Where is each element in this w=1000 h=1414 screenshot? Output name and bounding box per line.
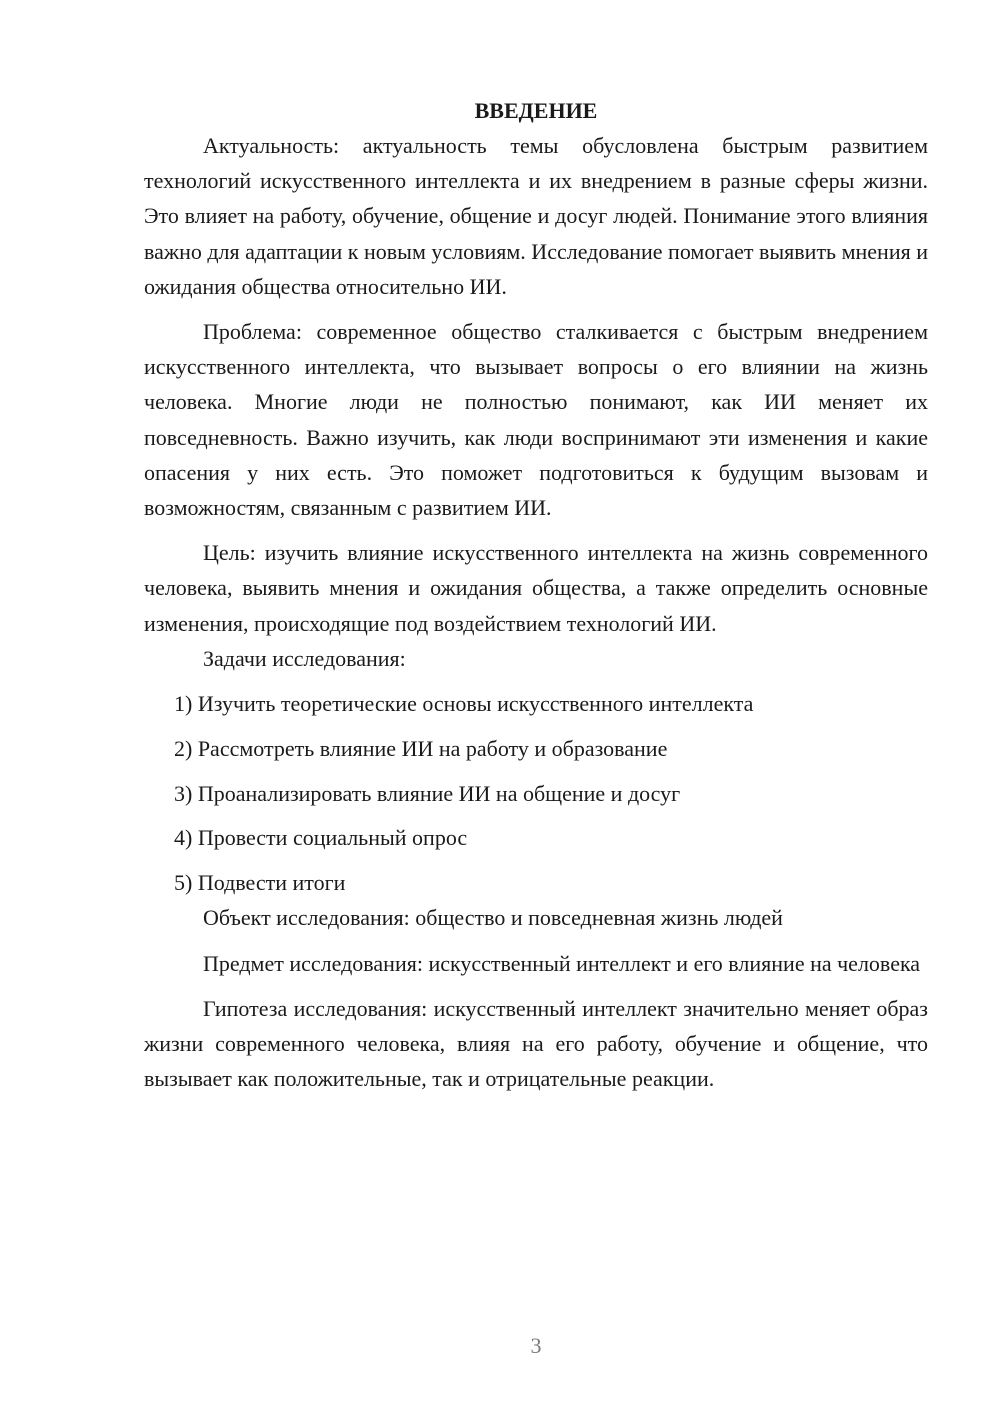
subject-paragraph: Предмет исследования: искусственный интеллект и его влияние на человека — [203, 950, 921, 976]
list-item: 3) Проанализировать влияние ИИ на общение и досуг — [174, 780, 681, 806]
page-title: ВВЕДЕНИЕ — [474, 98, 598, 123]
tasks-heading: Задачи исследования: — [203, 645, 406, 671]
list-item: 4) Провести социальный опрос — [174, 825, 468, 851]
list-item: 5) Подвести итоги — [174, 870, 346, 896]
page-number: 3 — [530, 1333, 542, 1358]
object-paragraph: Объект исследования: общество и повседневная жизнь людей — [203, 905, 783, 931]
relevance-paragraph: Актуальность: актуальность темы обусловлена быстрым развитием технологий искусственного интеллекта и их внедрением в разные сферы жизни. Это влияет на работу, обучение, общение и досуг людей. Понимание этого влияния важно для адаптации к новым условиям. Исследование помогает выявить мнения и ожидания общества относительно ИИ. — [144, 133, 928, 299]
goal-paragraph: Цель: изучить влияние искусственного интеллекта на жизнь современного человека, выявить мнения и ожидания общества, а также определить основные изменения, происходящие под воздействием технологий ИИ. — [144, 540, 928, 636]
list-item: 1) Изучить теоретические основы искусственного интеллекта — [174, 691, 754, 717]
problem-paragraph: Проблема: современное общество сталкивается с быстрым внедрением искусственного интеллекта, что вызывает вопросы о его влиянии на жизнь человека. Многие люди не полностью понимают, как ИИ меняет их повседневность. Важно изучить, как люди воспринимают эти изменения и какие опасения у них есть. Это поможет подготовиться к будущим вызовам и возможностям, связанным с развитием ИИ. — [144, 319, 928, 521]
document-page — [144, 93, 928, 1096]
list-item: 2) Рассмотреть влияние ИИ на работу и образование — [174, 735, 668, 761]
hypothesis-paragraph: Гипотеза исследования: искусственный интеллект значительно меняет образ жизни современного человека, влияя на его работу, обучение и общение, что вызывает как положительные, так и отрицательные реакции. — [144, 995, 928, 1092]
tasks-list — [144, 686, 928, 900]
